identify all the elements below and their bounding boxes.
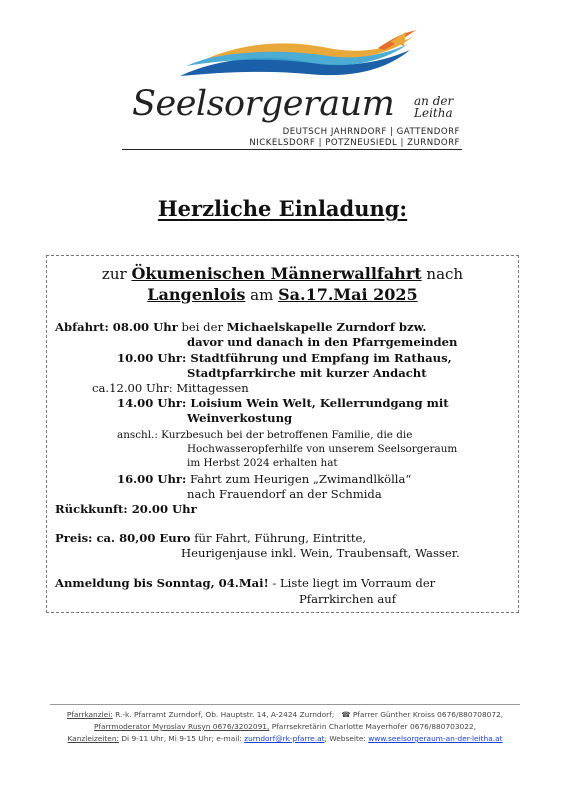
t1400-text: Loisium Wein Welt, Kellerrundgang mit	[186, 396, 449, 410]
office-text: R.-k. Pfarramt Zurndorf, Ob. Hauptstr. 14, A-2424 Zurndorf;	[112, 710, 335, 719]
hours-text: Di 9-11 Uhr, Mi 9-15 Uhr; e-mail:	[119, 734, 245, 743]
t1400-line2: Weinverkostung	[187, 411, 293, 425]
web-label: ; Webseite:	[324, 734, 369, 743]
t1400-line	[117, 396, 449, 411]
after-line3: im Herbst 2024 erhalten hat	[187, 457, 338, 469]
departure-line	[55, 320, 426, 335]
departure-label: Abfahrt: 08.00 Uhr	[55, 320, 178, 334]
footer-line3	[50, 734, 520, 743]
website-link[interactable]: www.seelsorgeraum-an-der-leitha.at	[368, 734, 503, 743]
t1600-line2: nach Frauendorf an der Schmida	[187, 487, 382, 501]
price-label: Preis: ca. 80,00 Euro	[55, 531, 191, 545]
footer-divider	[50, 704, 520, 705]
t1000-line	[117, 351, 452, 366]
event-post: nach	[421, 265, 464, 283]
t1400-label: 14.00 Uhr:	[117, 396, 187, 410]
brand-suffix-line2: Leitha	[414, 106, 453, 120]
email-link[interactable]: zurndorf@rk-pfarre.at	[244, 734, 325, 743]
registration-line2: Pfarrkirchen auf	[299, 592, 397, 606]
footer-line1	[50, 710, 520, 719]
secretary-text: Pfarrsekretärin Charlotte Mayerhofer 0676/880703022,	[269, 722, 477, 731]
after-line	[117, 428, 412, 442]
event-line1	[0, 264, 565, 284]
moderator-text: Pfarrmoderator Myroslav Rusyn 0676/3202091,	[93, 722, 270, 731]
departure-text-b: Michaelskapelle Zurndorf bzw.	[226, 320, 427, 334]
parish-places	[214, 127, 460, 149]
price-text: für Fahrt, Führung, Eintritte,	[190, 531, 367, 545]
event-destination: Langenlois	[147, 285, 246, 304]
event-date: Sa.17.Mai 2025	[278, 285, 418, 304]
places-line2: NICKELSDORF | POTZNEUSIEDL | ZURNDORF	[249, 138, 460, 148]
footer-line2	[50, 722, 520, 731]
header-divider	[122, 149, 462, 150]
pastor-text: Pfarrer Günther Kroiss 0676/880708072,	[350, 710, 504, 719]
registration-text: - Liste liegt im Vorraum der	[268, 576, 436, 590]
event-line2	[0, 285, 565, 305]
t1000-line2: Stadtpfarrkirche mit kurzer Andacht	[187, 366, 427, 380]
places-line1: DEUTSCH JAHRNDORF | GATTENDORF	[282, 127, 460, 137]
brand-suffix-line1: an der	[414, 94, 454, 108]
t1600-text: Fahrt zum Heurigen „Zwimandlkölla“	[186, 472, 412, 486]
t1000-text: Stadtführung und Empfang im Rathaus,	[186, 351, 452, 365]
t1600-label: 16.00 Uhr:	[117, 472, 187, 486]
after-label: anschl.:	[117, 429, 158, 441]
t1000-label: 10.00 Uhr:	[117, 351, 187, 365]
office-label: Pfarrkanzlei:	[66, 710, 113, 719]
registration-label: Anmeldung bis Sonntag, 04.Mai!	[55, 576, 269, 590]
after-line2: Hochwasseropferhilfe von unserem Seelsorgeraum	[187, 443, 458, 455]
phone-icon: ☎	[341, 710, 351, 719]
event-pre: zur	[101, 265, 132, 283]
registration-line	[55, 576, 435, 591]
hours-label: Kanzleizeiten:	[67, 734, 120, 743]
page-title: Herzliche Einladung:	[157, 196, 408, 221]
event-name: Ökumenischen Männerwallfahrt	[131, 264, 422, 283]
return-line: Rückkunft: 20.00 Uhr	[55, 502, 197, 516]
price-line	[55, 531, 366, 546]
departure-line2: davor und danach in den Pfarrgemeinden	[187, 335, 458, 349]
t1600-line	[117, 472, 411, 487]
departure-text-a: bei der	[177, 320, 227, 334]
lunch-line: ca.12.00 Uhr: Mittagessen	[92, 381, 249, 395]
brand-suffix	[414, 95, 474, 119]
price-line2: Heurigenjause inkl. Wein, Traubensaft, Wasser.	[181, 546, 460, 560]
brand-name: Seelsorgeraum	[132, 84, 395, 124]
event-date-pre: am	[245, 286, 279, 304]
after-text: Kurzbesuch bei der betroffenen Familie, die die	[157, 429, 413, 441]
